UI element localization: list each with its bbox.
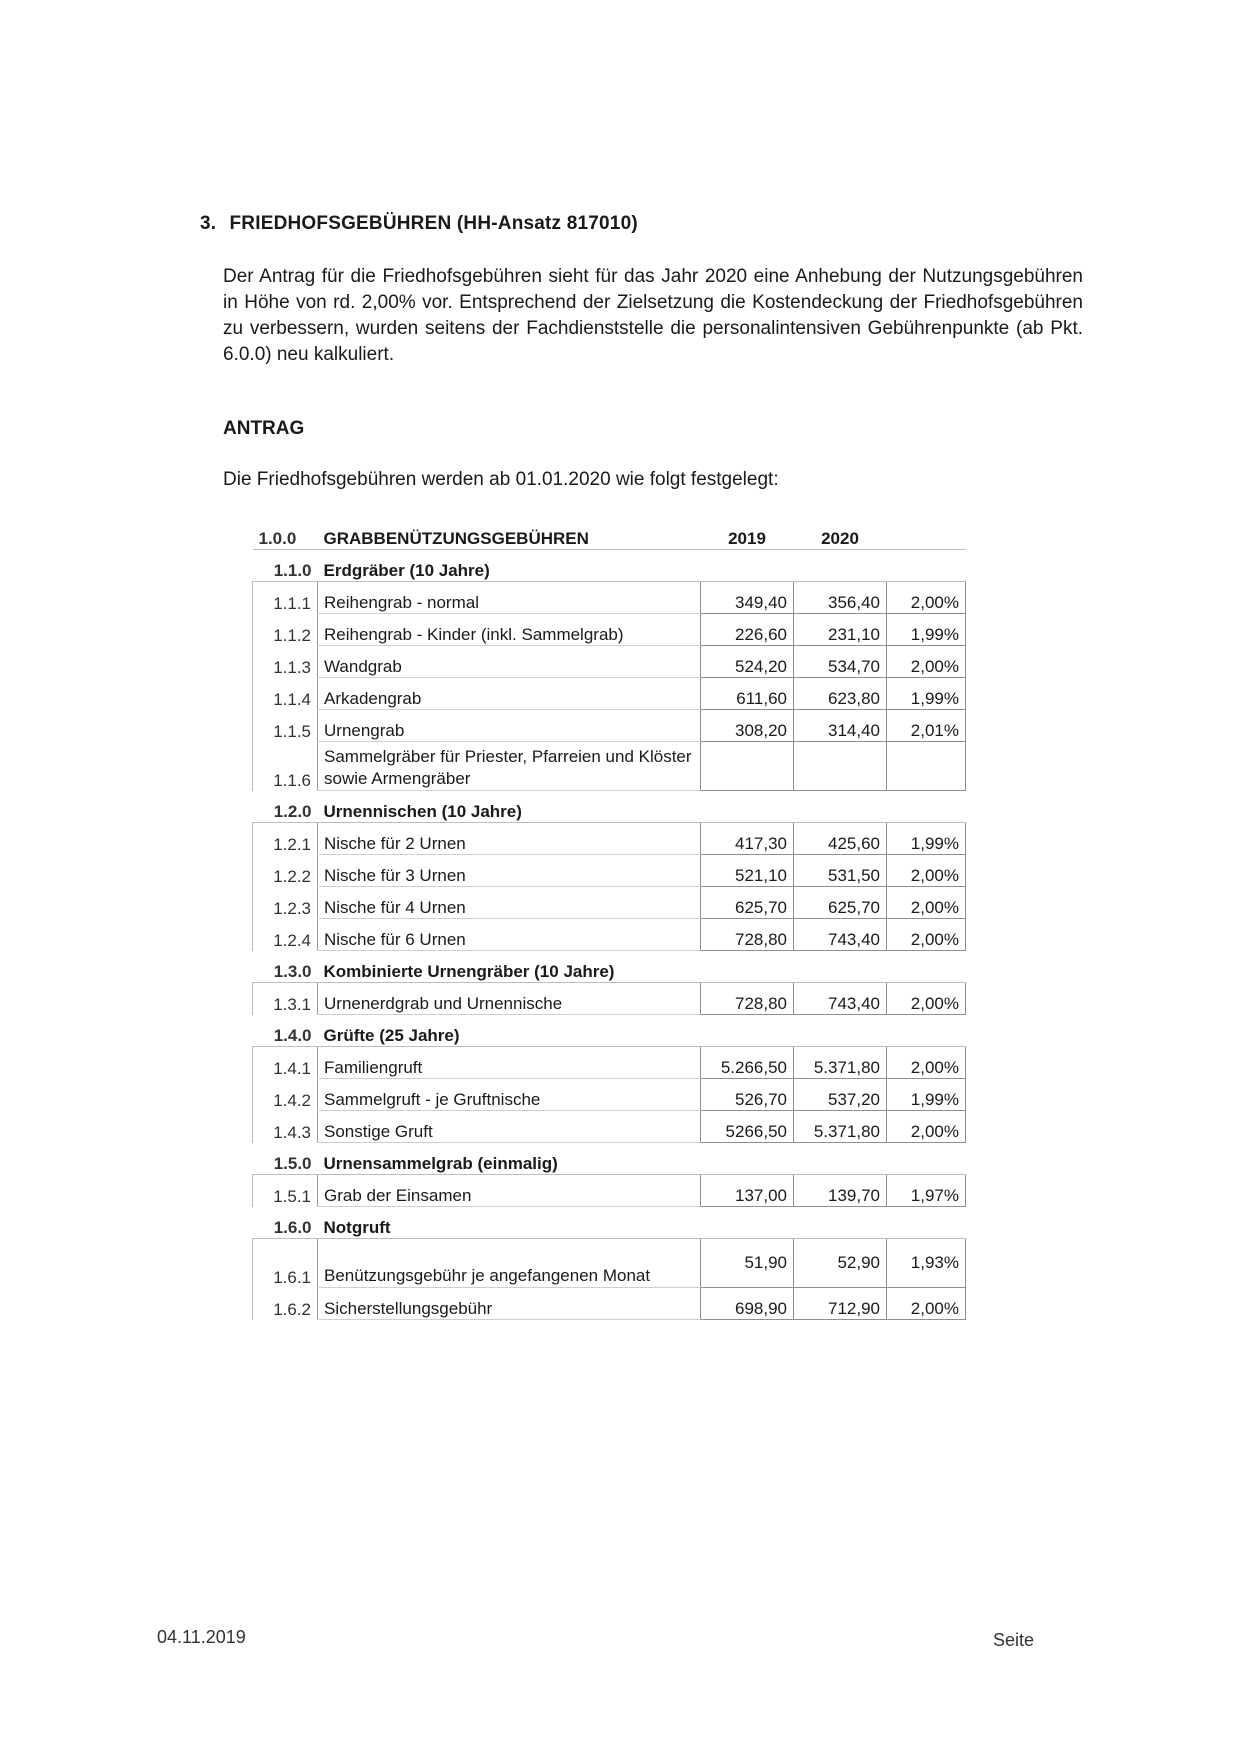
fee-change: 1,93% [887,1239,966,1288]
fee-item-row [253,919,966,951]
fee-code: 1.1.5 [253,710,318,742]
fee-code: 1.2.0 [253,791,318,823]
fee-change: 2,00% [887,1288,966,1320]
fee-empty [887,1015,966,1047]
fee-group-label: Grüfte (25 Jahre) [318,1015,701,1047]
fee-code: 1.5.1 [253,1175,318,1207]
fee-change: 1,97% [887,1175,966,1207]
fee-label: Nische für 2 Urnen [318,823,701,855]
fee-item-row [253,823,966,855]
fee-group-label: Urnensammelgrab (einmalig) [318,1143,701,1175]
fee-code: 1.6.2 [253,1288,318,1320]
fee-change: 2,00% [887,855,966,887]
fee-change: 2,00% [887,582,966,614]
fee-group-label: Erdgräber (10 Jahre) [318,550,701,582]
fee-label: Wandgrab [318,646,701,678]
fee-2019: 417,30 [701,823,794,855]
fee-group-row [253,951,966,983]
fee-2020: 356,40 [794,582,887,614]
fee-2019: 308,20 [701,710,794,742]
fee-2020 [794,742,887,791]
fee-empty [794,1015,887,1047]
fee-item-row [253,887,966,919]
fee-item-row [253,1175,966,1207]
fee-code: 1.1.0 [253,550,318,582]
fee-2019: 137,00 [701,1175,794,1207]
fee-item-row [253,1047,966,1079]
fee-table [252,518,966,1320]
fee-code: 1.1.6 [253,742,318,791]
fee-2020: 531,50 [794,855,887,887]
fee-group-label: Urnennischen (10 Jahre) [318,791,701,823]
fee-code: 1.6.0 [253,1207,318,1239]
antrag-text: Die Friedhofsgebühren werden ab 01.01.2020 wie folgt festgelegt: [223,469,779,490]
fee-2019: 51,90 [701,1239,794,1288]
fee-item-row [253,710,966,742]
fee-empty [794,951,887,983]
fee-change: 2,00% [887,1111,966,1143]
fee-label: Nische für 4 Urnen [318,887,701,919]
fee-item-row [253,614,966,646]
fee-item-row [253,855,966,887]
fee-item-row [253,1239,966,1288]
fee-2019: 728,80 [701,983,794,1015]
fee-item-row [253,1111,966,1143]
fee-2019: 524,20 [701,646,794,678]
fee-2020: 623,80 [794,678,887,710]
fee-code: 1.3.0 [253,951,318,983]
fee-empty [887,1143,966,1175]
fee-change: 1,99% [887,1079,966,1111]
fee-change: 2,00% [887,1047,966,1079]
fee-code: 1.4.3 [253,1111,318,1143]
fee-label: Nische für 6 Urnen [318,919,701,951]
fee-label: Reihengrab - normal [318,582,701,614]
fee-2019 [701,742,794,791]
footer-page-label: Seite [993,1630,1035,1650]
fee-label: Sonstige Gruft [318,1111,701,1143]
fee-change: 2,00% [887,983,966,1015]
fee-code: 1.4.2 [253,1079,318,1111]
fee-2019: 728,80 [701,919,794,951]
fee-2019: 521,10 [701,855,794,887]
fee-item-row [253,1079,966,1111]
fee-empty [701,550,794,582]
section-title: FRIEDHOFSGEBÜHREN (HH-Ansatz 817010) [229,213,638,234]
fee-2020: 425,60 [794,823,887,855]
fee-2019: 526,70 [701,1079,794,1111]
fee-code: 1.3.1 [253,983,318,1015]
fee-code: 1.2.2 [253,855,318,887]
fee-2020: 743,40 [794,983,887,1015]
fee-code: 1.2.4 [253,919,318,951]
fee-2019: 611,60 [701,678,794,710]
fee-code: 1.2.3 [253,887,318,919]
fee-empty [887,951,966,983]
fee-label: Grab der Einsamen [318,1175,701,1207]
fee-label: Sammelgräber für Priester, Pfarreien und Klöster sowie Armengräber [318,742,701,791]
fee-2020: 139,70 [794,1175,887,1207]
fee-table-body [253,550,966,1320]
fee-empty [701,1143,794,1175]
fee-2020: 537,20 [794,1079,887,1111]
fee-item-row [253,678,966,710]
fee-code: 1.6.1 [253,1239,318,1288]
fee-label: Arkadengrab [318,678,701,710]
fee-2019: 625,70 [701,887,794,919]
fee-item-row [253,646,966,678]
section-number: 3. [200,213,217,234]
fee-2019: 5.266,50 [701,1047,794,1079]
fee-item-row [253,742,966,791]
fee-label: Reihengrab - Kinder (inkl. Sammelgrab) [318,614,701,646]
fee-empty [887,791,966,823]
fee-code: 1.1.4 [253,678,318,710]
fee-label: Familiengruft [318,1047,701,1079]
fee-empty [794,1143,887,1175]
header-change [887,518,966,550]
fee-code: 1.5.0 [253,1143,318,1175]
fee-label: Sammelgruft - je Gruftnische [318,1079,701,1111]
fee-change: 1,99% [887,614,966,646]
fee-empty [701,951,794,983]
intro-paragraph: Der Antrag für die Friedhofsgebühren sieht für das Jahr 2020 eine Anhebung der Nutzungsgebühren in Höhe von rd. 2,00% vor. Entsprechend der Zielsetzung die Kostendeckung der Friedhofsgebühren zu verbessern, wurden seitens der Fachdienststelle die personalintensiven Gebührenpunkte (ab Pkt. 6.0.0) neu kalkuliert. [223,266,1083,365]
fee-code: 1.4.1 [253,1047,318,1079]
fee-change: 1,99% [887,823,966,855]
fee-label: Urnengrab [318,710,701,742]
fee-group-row [253,550,966,582]
fee-2019: 698,90 [701,1288,794,1320]
fee-code: 1.1.2 [253,614,318,646]
fee-label: Sicherstellungsgebühr [318,1288,701,1320]
fee-change: 2,01% [887,710,966,742]
fee-2020: 5.371,80 [794,1047,887,1079]
fee-2020: 52,90 [794,1239,887,1288]
footer-date: 04.11.2019 [157,1627,246,1647]
fee-code: 1.1.3 [253,646,318,678]
fee-table-header [253,518,966,550]
fee-empty [701,791,794,823]
fee-change: 2,00% [887,919,966,951]
fee-2020: 712,90 [794,1288,887,1320]
fee-empty [701,1207,794,1239]
fee-2019: 349,40 [701,582,794,614]
fee-group-row [253,791,966,823]
fee-code: 1.4.0 [253,1015,318,1047]
fee-2019: 5266,50 [701,1111,794,1143]
fee-empty [794,1207,887,1239]
fee-2020: 625,70 [794,887,887,919]
header-label: GRABBENÜTZUNGSGEBÜHREN [318,518,701,550]
fee-change [887,742,966,791]
fee-label: Benützungsgebühr je angefangenen Monat [318,1239,701,1288]
fee-2020: 5.371,80 [794,1111,887,1143]
fee-2019: 226,60 [701,614,794,646]
fee-empty [887,1207,966,1239]
header-2019: 2019 [701,518,794,550]
fee-code: 1.2.1 [253,823,318,855]
fee-change: 2,00% [887,887,966,919]
fee-change: 2,00% [887,646,966,678]
fee-group-row [253,1207,966,1239]
header-2020: 2020 [794,518,887,550]
fee-label: Nische für 3 Urnen [318,855,701,887]
header-code: 1.0.0 [253,518,318,550]
fee-change: 1,99% [887,678,966,710]
fee-label: Urnenerdgrab und Urnennische [318,983,701,1015]
fee-item-row [253,983,966,1015]
fee-2020: 231,10 [794,614,887,646]
fee-item-row [253,1288,966,1320]
fee-2020: 743,40 [794,919,887,951]
fee-group-row [253,1143,966,1175]
fee-empty [887,550,966,582]
antrag-heading: ANTRAG [223,418,305,439]
fee-group-label: Kombinierte Urnengräber (10 Jahre) [318,951,701,983]
section-heading [200,213,638,235]
fee-item-row [253,582,966,614]
fee-group-label: Notgruft [318,1207,701,1239]
fee-empty [794,550,887,582]
fee-2020: 314,40 [794,710,887,742]
fee-code: 1.1.1 [253,582,318,614]
fee-empty [794,791,887,823]
fee-2020: 534,70 [794,646,887,678]
fee-group-row [253,1015,966,1047]
fee-empty [701,1015,794,1047]
